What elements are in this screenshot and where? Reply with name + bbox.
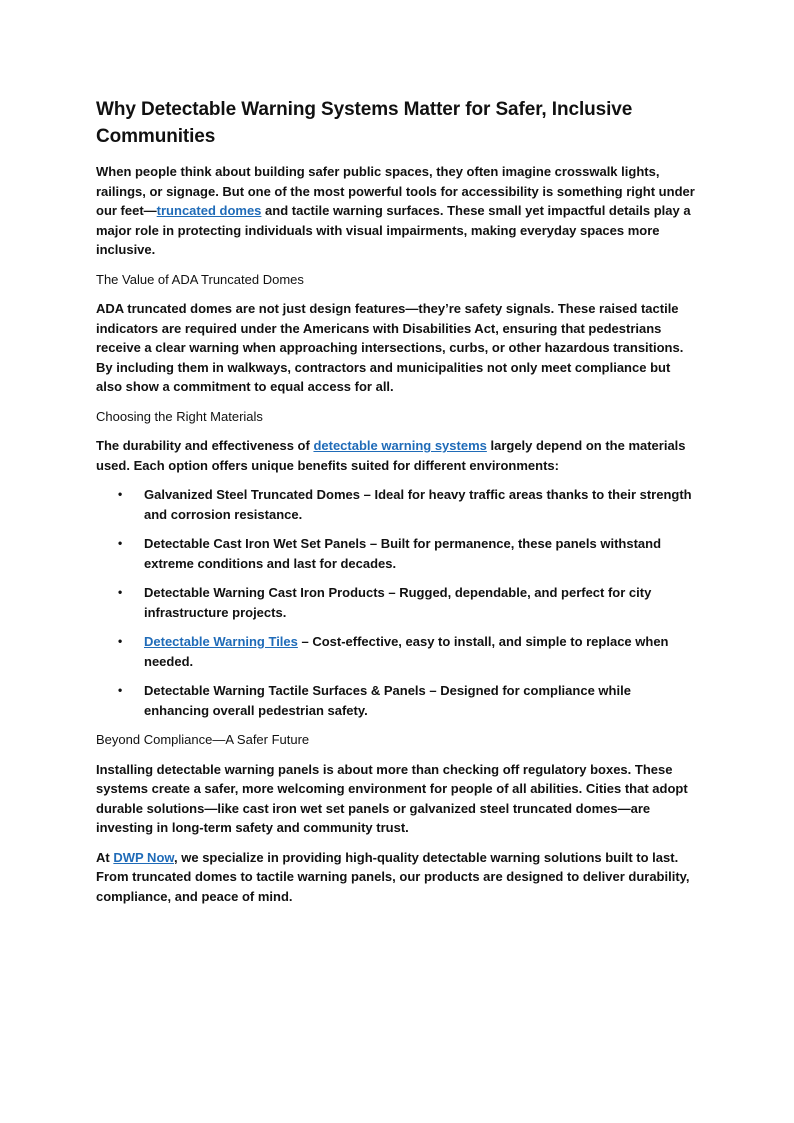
list-item-text: Detectable Warning Tactile Surfaces & Panels – Designed for compliance while enhancing overall pedestrian safety. [144, 683, 631, 718]
section-body-value: ADA truncated domes are not just design features—they’re safety signals. These raised tactile indicators are required under the Americans with Disabilities Act, ensuring that pedestrians receive a clear warning when approaching intersections, curbs, or other hazardous transitions. By including them in walkways, contractors and municipalities not only meet compliance but also show a commitment to equal access for all. [96, 301, 684, 394]
section-heading-beyond-compliance: Beyond Compliance—A Safer Future [96, 732, 310, 747]
detectable-warning-tiles-link[interactable]: Detectable Warning Tiles [144, 634, 298, 649]
bullet-icon: • [118, 487, 123, 501]
materials-text-end: largely depend on the materials used. Each option offers unique benefits suited for different environments: [96, 438, 686, 473]
list-item [96, 485, 698, 524]
closing-paragraph [96, 848, 698, 907]
materials-intro-paragraph [96, 436, 698, 475]
closing-text-start: At [96, 849, 114, 865]
list-item-text: – Cost-effective, easy to install, and simple to replace when needed. [144, 634, 669, 669]
intro-text-start: When people think about building safer public spaces, they often imagine crosswalk lights, railings, or signage. But one of the most powerful tools for accessibility is something right under our feet— [96, 164, 695, 218]
section-body-beyond-compliance: Installing detectable warning panels is about more than checking off regulatory boxes. These systems create a safer, more welcoming environment for people of all abilities. Cities that adopt durable solutions—like cast iron wet set panels or galvanized steel truncated domes—are investing in long-term safety and community trust. [96, 761, 688, 835]
section-heading-value: The Value of ADA Truncated Domes [96, 271, 304, 287]
section-heading-materials: Choosing the Right Materials [96, 408, 263, 424]
list-item-text: Detectable Warning Cast Iron Products – Rugged, dependable, and perfect for city infrastructure projects. [144, 585, 652, 620]
dwp-now-link[interactable]: DWP Now [113, 849, 175, 865]
intro-paragraph [96, 162, 698, 260]
document-page [96, 96, 698, 916]
list-item [96, 681, 698, 720]
bullet-icon: • [118, 634, 123, 648]
truncated-domes-link[interactable]: truncated domes [156, 203, 262, 218]
bullet-icon: • [118, 683, 123, 697]
list-item-text: Galvanized Steel Truncated Domes – Ideal for heavy traffic areas thanks to their strength and corrosion resistance. [144, 487, 692, 522]
bullet-icon: • [118, 536, 123, 550]
list-item [96, 534, 698, 573]
closing-text-end: , we specialize in providing high-quality detectable warning solutions built to last. From truncated domes to tactile warning panels, our products are designed to deliver durability, compliance, and peace of mind. [96, 849, 690, 904]
list-item [96, 632, 698, 671]
list-item [96, 583, 698, 622]
intro-text-end: and tactile warning surfaces. These small yet impactful details play a major role in protecting individuals with visual impairments, making everyday spaces more inclusive. [96, 203, 691, 257]
list-item-text: Detectable Cast Iron Wet Set Panels – Built for permanence, these panels withstand extreme conditions and last for decades. [144, 536, 662, 571]
materials-list [96, 485, 698, 720]
article-title: Why Detectable Warning Systems Matter for Safer, Inclusive Communities [96, 99, 633, 147]
bullet-icon: • [118, 585, 123, 599]
materials-text-start: The durability and effectiveness of [96, 438, 314, 453]
detectable-warning-systems-link[interactable]: detectable warning systems [313, 438, 487, 453]
